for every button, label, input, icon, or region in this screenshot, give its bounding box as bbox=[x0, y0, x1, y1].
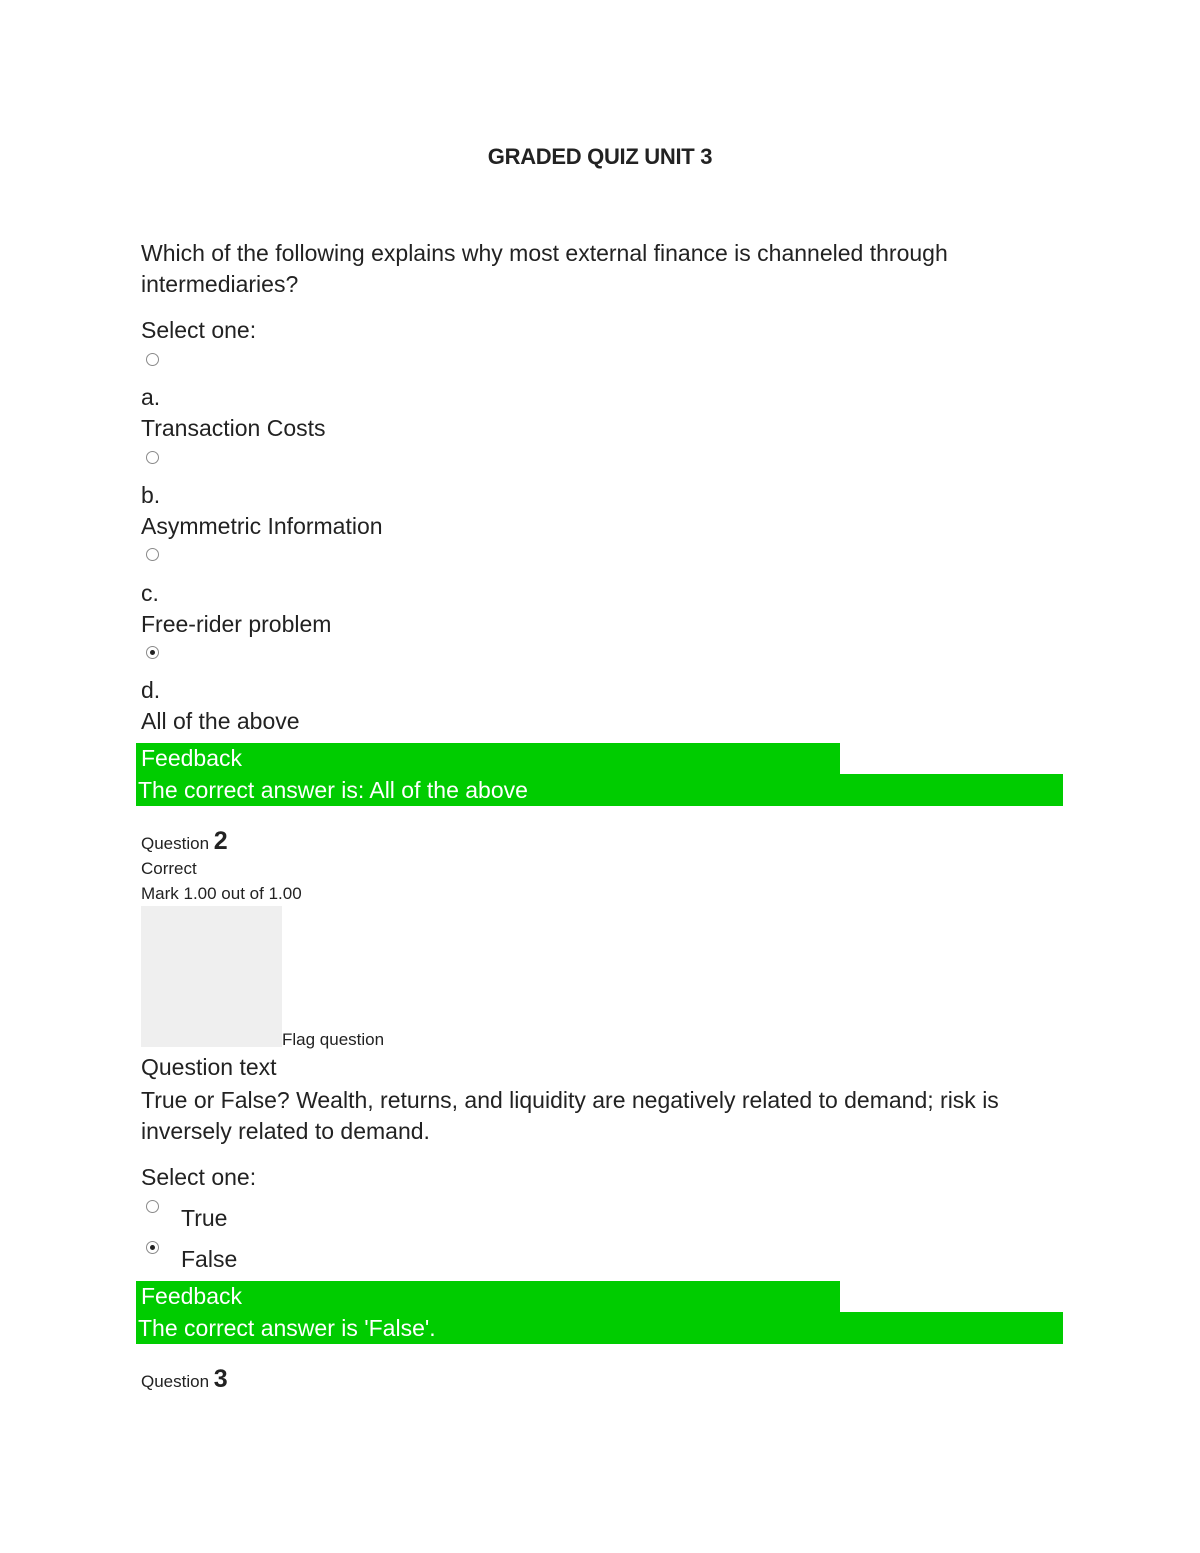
question-mark: Mark 1.00 out of 1.00 bbox=[141, 884, 302, 903]
radio-true[interactable] bbox=[146, 1200, 159, 1213]
option-a-letter: a. bbox=[141, 384, 161, 410]
question-2-text-line2: inversely related to demand. bbox=[141, 1118, 430, 1144]
feedback-heading: Feedback bbox=[136, 743, 840, 774]
option-b-letter: b. bbox=[141, 482, 161, 508]
option-c-letter: c. bbox=[141, 580, 159, 606]
option-d-letter: d. bbox=[141, 677, 161, 703]
question-number: 3 bbox=[213, 1365, 228, 1393]
option-d-text: All of the above bbox=[141, 708, 300, 734]
question-1-text-line1: Which of the following explains why most external finance is channeled through bbox=[141, 240, 948, 266]
question-number: 2 bbox=[213, 827, 228, 855]
page-title: GRADED QUIZ UNIT 3 bbox=[487, 144, 713, 169]
select-one-label: Select one: bbox=[141, 317, 257, 343]
question-1-text-line2: intermediaries? bbox=[141, 271, 299, 297]
radio-option-a[interactable] bbox=[146, 353, 159, 366]
radio-option-c[interactable] bbox=[146, 548, 159, 561]
option-c-text: Free-rider problem bbox=[141, 611, 332, 637]
question-label: Question bbox=[141, 1372, 210, 1391]
question-3-header bbox=[141, 1364, 228, 1397]
feedback-text-2: The correct answer is 'False'. bbox=[136, 1312, 1063, 1344]
flag-question-link[interactable]: Flag question bbox=[282, 1030, 385, 1049]
option-a-text: Transaction Costs bbox=[141, 415, 326, 441]
option-true-text: True bbox=[181, 1205, 228, 1231]
question-text-heading: Question text bbox=[141, 1054, 277, 1080]
option-b-text: Asymmetric Information bbox=[141, 513, 383, 539]
radio-option-b[interactable] bbox=[146, 451, 159, 464]
feedback-heading-2: Feedback bbox=[136, 1281, 840, 1312]
flag-icon[interactable] bbox=[141, 906, 282, 1047]
question-2-header bbox=[141, 826, 228, 859]
select-one-label-2: Select one: bbox=[141, 1164, 257, 1190]
radio-false[interactable] bbox=[146, 1241, 159, 1254]
question-label: Question bbox=[141, 834, 210, 853]
feedback-text: The correct answer is: All of the above bbox=[136, 774, 1063, 806]
question-status: Correct bbox=[141, 859, 197, 878]
option-false-text: False bbox=[181, 1246, 238, 1272]
radio-option-d[interactable] bbox=[146, 646, 159, 659]
question-2-text-line1: True or False? Wealth, returns, and liquidity are negatively related to demand; risk is bbox=[141, 1087, 999, 1113]
